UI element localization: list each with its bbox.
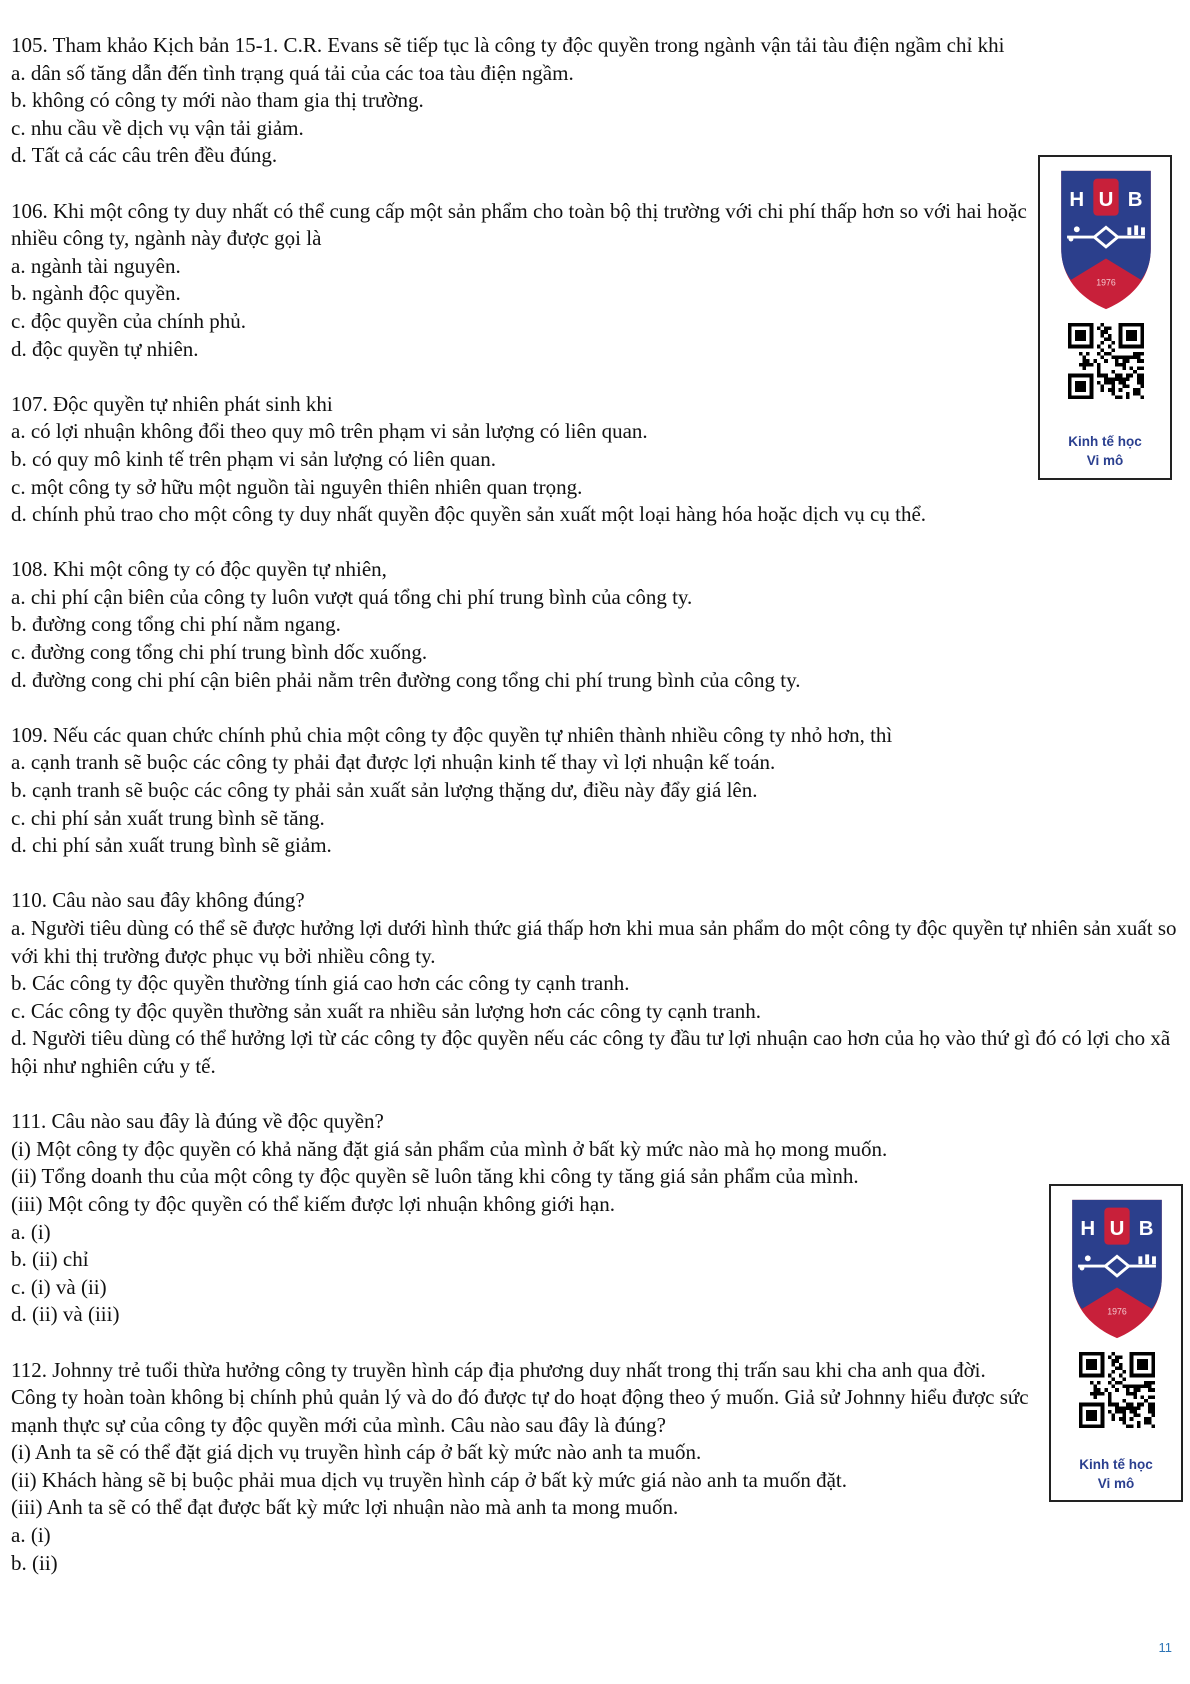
question-list	[11, 32, 1181, 1605]
answer-option: a. có lợi nhuận không đổi theo quy mô trên phạm vi sản lượng có liên quan.	[11, 419, 648, 444]
statement: (iii) Một công ty độc quyền có thể kiếm được lợi nhuận không giới hạn.	[11, 1191, 616, 1216]
answer-option: b. (ii)	[11, 1550, 58, 1575]
answer-option: c. Các công ty độc quyền thường sản xuất ra nhiều sản lượng hơn các công ty cạnh tranh.	[11, 998, 762, 1023]
statement: (ii) Tổng doanh thu của một công ty độc quyền sẽ luôn tăng khi công ty tăng giá sản phẩm của mình.	[11, 1164, 859, 1189]
answer-option: d. chính phủ trao cho một công ty duy nhất quyền độc quyền sản xuất một loại hàng hóa hoặc dịch vụ cụ thể.	[11, 502, 927, 527]
question-110	[11, 887, 1181, 1080]
answer-option: b. cạnh tranh sẽ buộc các công ty phải sản xuất sản lượng thặng dư, điều này đẩy giá lên.	[11, 778, 758, 803]
logo-letter: U	[1098, 187, 1114, 211]
answer-option: b. ngành độc quyền.	[11, 281, 181, 306]
svg-text:1976: 1976	[1107, 1306, 1127, 1317]
question-stem: 112. Johnny trẻ tuổi thừa hưởng công ty truyền hình cáp địa phương duy nhất trong thị trấn sau khi cha anh qua đời. Công ty hoàn toàn không bị chính phủ quản lý và do đó được tự do hoạt động theo ý muốn. Giả sử Johnny hiểu được sức mạnh thực sự của công ty độc quyền mới của mình. Câu nào sau đây là đúng?	[11, 1357, 1029, 1437]
hub-shield-logo-icon	[1068, 1196, 1166, 1342]
answer-option: a. Người tiêu dùng có thể sẽ được hưởng lợi dưới hình thức giá thấp hơn khi mua sản phẩm do một công ty độc quyền tự nhiên sản xuất so với khi thị trường được phục vụ bởi nhiều công ty.	[11, 916, 1177, 968]
statement: (i) Anh ta sẽ có thể đặt giá dịch vụ truyền hình cáp ở bất kỳ mức nào anh ta muốn.	[11, 1440, 702, 1465]
answer-option: b. có quy mô kinh tế trên phạm vi sản lượng có liên quan.	[11, 446, 496, 471]
question-stem: 106. Khi một công ty duy nhất có thể cung cấp một sản phẩm cho toàn bộ thị trường với chi phí thấp hơn so với hai hoặc nhiều công ty, ngành này được gọi là	[11, 198, 1027, 251]
answer-option: c. một công ty sở hữu một nguồn tài nguyên thiên nhiên quan trọng.	[11, 474, 583, 499]
answer-option: d. chi phí sản xuất trung bình sẽ giảm.	[11, 833, 332, 858]
question-stem: 110. Câu nào sau đây không đúng?	[11, 888, 305, 913]
answer-option: c. chi phí sản xuất trung bình sẽ tăng.	[11, 805, 325, 830]
question-107	[11, 391, 1181, 529]
page-number: 11	[1158, 1640, 1172, 1655]
statement: (iii) Anh ta sẽ có thể đạt được bất kỳ mức lợi nhuận nào mà anh ta mong muốn.	[11, 1495, 679, 1520]
answer-option: a. (i)	[11, 1523, 51, 1548]
answer-option: c. (i) và (ii)	[11, 1274, 107, 1299]
answer-option: a. dân số tăng dẫn đến tình trạng quá tải của các toa tàu điện ngầm.	[11, 60, 574, 85]
badge-subject: Kinh tế học	[1068, 434, 1142, 449]
logo-letter: H	[1080, 1216, 1096, 1240]
svg-text:1976: 1976	[1096, 277, 1116, 288]
question-108	[11, 556, 1181, 694]
qr-code-icon	[1079, 1352, 1155, 1428]
answer-option: b. không có công ty mới nào tham gia thị trường.	[11, 88, 424, 113]
badge-course: Vi mô	[1097, 1476, 1135, 1491]
logo-letter: B	[1138, 1216, 1154, 1240]
answer-option: d. độc quyền tự nhiên.	[11, 336, 199, 361]
answer-option: d. đường cong chi phí cận biên phải nằm trên đường cong tổng chi phí trung bình của công ty.	[11, 667, 801, 692]
question-105	[11, 32, 1181, 170]
question-stem: 109. Nếu các quan chức chính phủ chia một công ty độc quyền tự nhiên thành nhiều công ty nhỏ hơn, thì	[11, 722, 893, 747]
answer-option: d. Tất cả các câu trên đều đúng.	[11, 143, 278, 168]
question-109	[11, 722, 1181, 860]
answer-option: b. Các công ty độc quyền thường tính giá cao hơn các công ty cạnh tranh.	[11, 971, 630, 996]
statement: (i) Một công ty độc quyền có khả năng đặt giá sản phẩm của mình ở bất kỳ mức nào mà họ mong muốn.	[11, 1136, 888, 1161]
question-106	[11, 198, 1031, 364]
question-stem: 107. Độc quyền tự nhiên phát sinh khi	[11, 391, 333, 416]
course-badge	[1038, 155, 1172, 480]
answer-option: c. đường cong tổng chi phí trung bình dốc xuống.	[11, 640, 428, 665]
question-112	[11, 1357, 1181, 1578]
question-111	[11, 1108, 1181, 1329]
logo-letter: B	[1127, 187, 1143, 211]
answer-option: a. cạnh tranh sẽ buộc các công ty phải đạt được lợi nhuận kinh tế thay vì lợi nhuận kế toán.	[11, 750, 776, 775]
badge-subject: Kinh tế học	[1079, 1457, 1153, 1472]
answer-option: d. (ii) và (iii)	[11, 1302, 120, 1327]
answer-option: b. (ii) chỉ	[11, 1247, 89, 1272]
badge-course: Vi mô	[1086, 453, 1124, 468]
answer-option: d. Người tiêu dùng có thể hưởng lợi từ các công ty độc quyền nếu các công ty đầu tư lợi nhuận cao hơn của họ vào thứ gì đó có lợi cho xã hội như nghiên cứu y tế.	[11, 1026, 1171, 1078]
logo-letter: H	[1069, 187, 1085, 211]
answer-option: a. ngành tài nguyên.	[11, 253, 181, 278]
question-stem: 108. Khi một công ty có độc quyền tự nhiên,	[11, 557, 387, 582]
course-badge	[1049, 1184, 1183, 1502]
question-stem: 105. Tham khảo Kịch bản 15-1. C.R. Evans sẽ tiếp tục là công ty độc quyền trong ngành vận tải tàu điện ngầm chỉ khi	[11, 33, 1005, 57]
logo-letter: U	[1109, 1216, 1125, 1240]
answer-option: a. (i)	[11, 1219, 51, 1244]
answer-option: a. chi phí cận biên của công ty luôn vượt quá tổng chi phí trung bình của công ty.	[11, 584, 693, 609]
answer-option: c. nhu cầu về dịch vụ vận tải giảm.	[11, 115, 304, 140]
qr-code-icon	[1068, 323, 1144, 399]
question-stem: 111. Câu nào sau đây là đúng về độc quyền?	[11, 1109, 384, 1134]
answer-option: b. đường cong tổng chi phí nằm ngang.	[11, 612, 341, 637]
answer-option: c. độc quyền của chính phủ.	[11, 308, 247, 333]
statement: (ii) Khách hàng sẽ bị buộc phải mua dịch vụ truyền hình cáp ở bất kỳ mức giá nào anh ta muốn đặt.	[11, 1467, 848, 1492]
hub-shield-logo-icon	[1057, 167, 1155, 313]
